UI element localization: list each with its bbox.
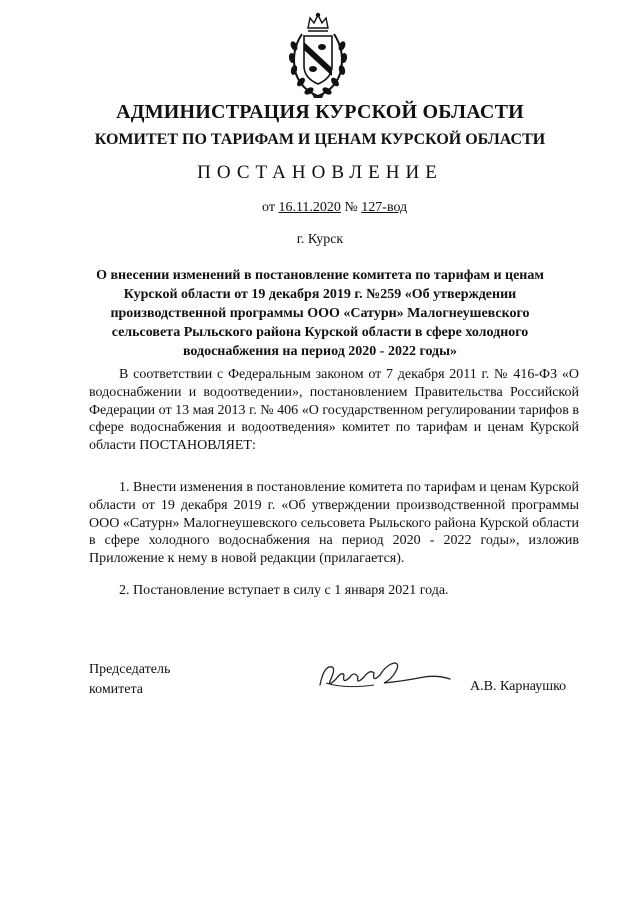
committee-heading: КОМИТЕТ ПО ТАРИФАМ И ЦЕНАМ КУРСКОЙ ОБЛАСТИ <box>94 131 546 148</box>
signatory-name: А.В. Карнаушко <box>470 679 567 694</box>
document-title: О внесении изменений в постановление комитета по тарифам и ценам Курской области от 19 декабря 2019 г. №259 «Об утверждении производственной программы ООО «Сатурн» Малогнеушевского сельсовета Рыльского района Курской области в сфере холодного водоснабжения на период 2020 - 2022 годы» <box>96 268 544 359</box>
signatory-position-line2: комитета <box>89 682 144 697</box>
handwritten-signature-icon <box>314 655 454 695</box>
coat-of-arms-icon <box>286 12 350 100</box>
city-line: г. Курск <box>296 232 344 247</box>
document-type: ПОСТАНОВЛЕНИЕ <box>197 162 443 183</box>
number-sign: № <box>344 200 358 215</box>
document-number: 127-вод <box>361 200 408 215</box>
item-2-paragraph: 2. Постановление вступает в силу с 1 января 2021 года. <box>119 583 449 598</box>
administration-heading: АДМИНИСТРАЦИЯ КУРСКОЙ ОБЛАСТИ <box>116 101 524 123</box>
date-prefix: от <box>262 200 275 215</box>
item-1-paragraph: 1. Внести изменения в постановление комитета по тарифам и ценам Курской области от 19 декабря 2019 г. «Об утверждении производственной программы ООО «Сатурн» Малогнеушевского сельсовета Рыльского района Курской области в сфере холодного водоснабжения на период 2020 - 2022 годы», изложив Приложение к нему в новой редакции (прилагается). <box>89 480 579 567</box>
date-number-line <box>262 200 407 216</box>
signatory-position <box>89 660 170 700</box>
preamble-paragraph: В соответствии с Федеральным законом от 7 декабря 2011 г. № 416-ФЗ «О водоснабжении и водоотведении», постановлением Правительства Российской Федерации от 13 мая 2013 г. № 406 «О государственном регулировании тарифов в сфере водоснабжения и водоотведения» комитет по тарифам и ценам Курской области ПОСТАНОВЛЯЕТ: <box>89 367 579 454</box>
document-date: 16.11.2020 <box>278 200 341 215</box>
signatory-position-line1: Председатель <box>89 662 171 677</box>
